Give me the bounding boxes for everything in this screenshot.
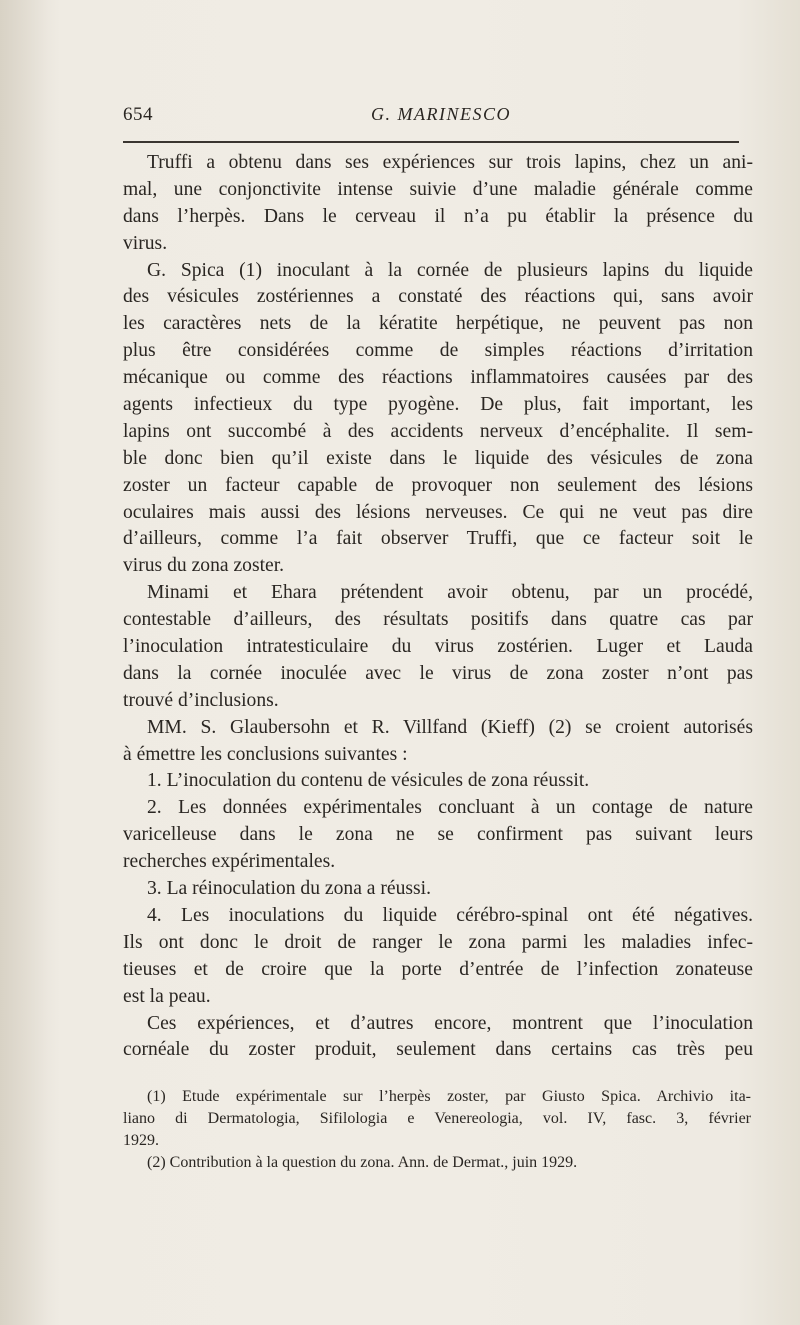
text-line: Minami et Ehara prétendent avoir obtenu, par un procédé,	[147, 582, 753, 604]
text-line: dans la cornée inoculée avec le virus de zona zoster n’ont pas	[123, 662, 753, 684]
text-line: recherches expérimentales.	[123, 851, 336, 873]
text-line: 2. Les données expérimentales concluant à un contage de nature	[147, 797, 753, 819]
page-number: 654	[123, 104, 153, 125]
text-line: virus.	[123, 232, 168, 254]
text-line: est la peau.	[123, 985, 211, 1007]
text-line: 4. Les inoculations du liquide cérébro-spinal ont été négatives.	[147, 904, 753, 926]
text-line: mal, une conjonctivite intense suivie d’une maladie générale comme	[123, 178, 753, 200]
text-line: varicelleuse dans le zona ne se confirment pas suivant leurs	[123, 824, 753, 846]
footnotes	[123, 1086, 751, 1174]
footnote-line: 1929.	[123, 1132, 159, 1149]
text-line: MM. S. Glaubersohn et R. Villfand (Kieff) (2) se croient autorisés	[147, 716, 753, 738]
text-line: contestable d’ailleurs, des résultats positifs dans quatre cas par	[123, 609, 753, 631]
footnote-line: (2) Contribution à la question du zona. Ann. de Dermat., juin 1929.	[147, 1154, 578, 1171]
text-line: Truffi a obtenu dans ses expériences sur trois lapins, chez un ani-	[147, 152, 753, 173]
page-gutter-shadow	[0, 0, 60, 1325]
text-line: lapins ont succombé à des accidents nerveux d’encéphalite. Il sem-	[123, 420, 753, 442]
text-line: dans l’herpès. Dans le cerveau il n’a pu établir la présence du	[123, 205, 753, 227]
page-header	[123, 104, 738, 134]
text-line: G. Spica (1) inoculant à la cornée de plusieurs lapins du liquide	[147, 259, 753, 281]
text-line: ble donc bien qu’il existe dans le liquide des vésicules de zona	[123, 447, 753, 469]
text-line: agents infectieux du type pyogène. De plus, fait important, les	[123, 394, 753, 416]
text-line: tieuses et de croire que la porte d’entrée de l’infection zonateuse	[123, 958, 753, 980]
text-line: 3. La réinoculation du zona a réussi.	[147, 878, 432, 900]
text-line: zoster un facteur capable de provoquer non seulement des lésions	[123, 474, 753, 496]
text-line: Ils ont donc le droit de ranger le zona parmi les maladies infec-	[123, 931, 753, 953]
body-text	[123, 150, 753, 1064]
text-line: virus du zona zoster.	[123, 555, 285, 577]
text-line: d’ailleurs, comme l’a fait observer Truffi, que ce facteur soit le	[123, 528, 753, 550]
text-line: mécanique ou comme des réactions inflammatoires causées par des	[123, 367, 753, 389]
header-rule	[123, 141, 739, 143]
text-line: cornéale du zoster produit, seulement dans certains cas très peu	[123, 1039, 753, 1061]
text-line: Ces expériences, et d’autres encore, montrent que l’inoculation	[147, 1012, 753, 1034]
text-line: des vésicules zostériennes a constaté des réactions qui, sans avoir	[123, 286, 753, 308]
text-line: 1. L’inoculation du contenu de vésicules de zona réussit.	[147, 770, 590, 792]
text-line: à émettre les conclusions suivantes :	[123, 743, 408, 765]
text-line: l’inoculation intratesticulaire du virus zostérien. Luger et Lauda	[123, 636, 753, 658]
text-line: trouvé d’inclusions.	[123, 689, 279, 711]
text-line: les caractères nets de la kératite herpétique, ne peuvent pas non	[123, 313, 753, 335]
text-line: plus être considérées comme de simples réactions d’irritation	[123, 340, 753, 362]
text-line: oculaires mais aussi des lésions nerveuses. Ce qui ne veut pas dire	[123, 501, 753, 523]
footnote-line: liano di Dermatologia, Sifilologia e Venereologia, vol. IV, fasc. 3, février	[123, 1110, 751, 1127]
running-head: G. MARINESCO	[371, 104, 511, 124]
footnote-line: (1) Etude expérimentale sur l’herpès zoster, par Giusto Spica. Archivio ita-	[147, 1088, 751, 1105]
